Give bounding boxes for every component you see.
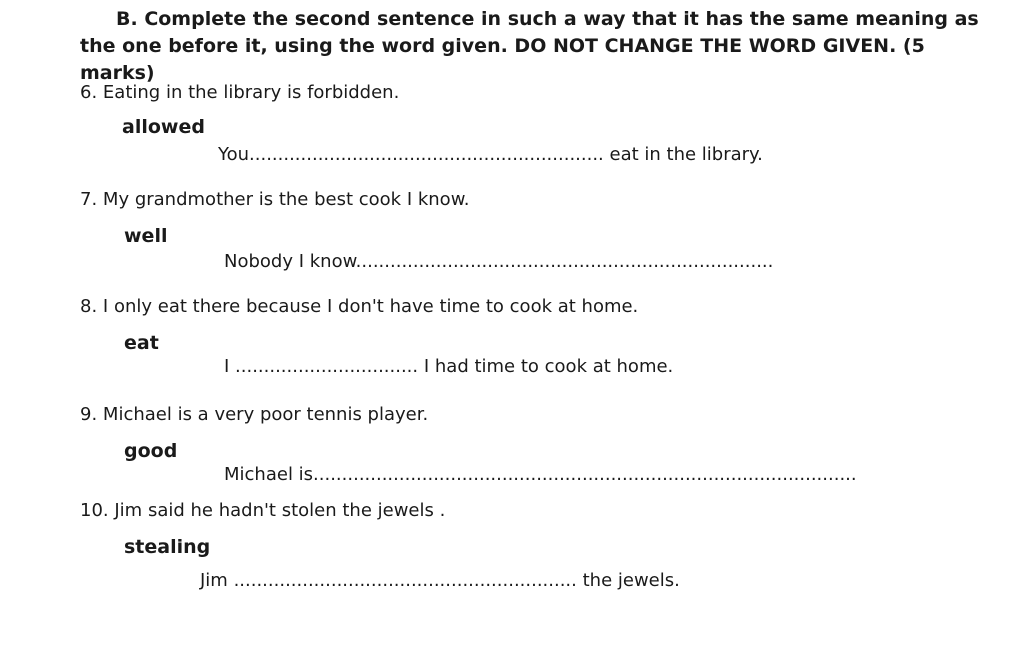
answer-line-9 bbox=[224, 464, 857, 485]
question-number: 10. bbox=[80, 500, 109, 521]
question-number: 7. bbox=[80, 189, 98, 210]
answer-blank[interactable]: ................................ bbox=[235, 356, 419, 377]
answer-before: Jim bbox=[200, 570, 234, 591]
keyword-6: allowed bbox=[122, 116, 205, 138]
question-7 bbox=[80, 189, 469, 210]
question-number: 9. bbox=[80, 404, 98, 425]
answer-line-7 bbox=[224, 251, 773, 272]
answer-blank[interactable]: ............................................................ bbox=[233, 570, 577, 591]
answer-before: You bbox=[218, 144, 250, 165]
question-9 bbox=[80, 404, 428, 425]
question-number: 6. bbox=[80, 82, 98, 103]
answer-blank[interactable]: ......................................................................... bbox=[355, 251, 774, 272]
question-sentence: I only eat there because I don't have time to cook at home. bbox=[102, 296, 639, 317]
answer-after: eat in the library. bbox=[603, 144, 763, 165]
question-8 bbox=[80, 296, 638, 317]
exercise-instruction: B. Complete the second sentence in such a way that it has the same meaning as the one before it, using the word given. DO NOT CHANGE THE WORD GIVEN. (5 marks) bbox=[80, 8, 979, 84]
answer-line-8 bbox=[224, 356, 673, 377]
keyword-8: eat bbox=[124, 332, 159, 354]
answer-before: I bbox=[224, 356, 236, 377]
question-sentence: Jim said he hadn't stolen the jewels . bbox=[114, 500, 446, 521]
answer-after: the jewels. bbox=[576, 570, 680, 591]
question-6 bbox=[80, 82, 399, 103]
keyword-9: good bbox=[124, 440, 178, 462]
answer-before: Michael is bbox=[224, 464, 314, 485]
question-10 bbox=[80, 500, 445, 521]
answer-before: Nobody I know bbox=[224, 251, 356, 272]
answer-blank[interactable]: .............................................................. bbox=[249, 144, 604, 165]
keyword-10: stealing bbox=[124, 536, 211, 558]
question-sentence: Eating in the library is forbidden. bbox=[102, 82, 400, 103]
keyword-7: well bbox=[124, 225, 168, 247]
answer-line-10 bbox=[200, 570, 680, 591]
question-sentence: My grandmother is the best cook I know. bbox=[102, 189, 470, 210]
answer-line-6 bbox=[218, 144, 763, 165]
question-sentence: Michael is a very poor tennis player. bbox=[102, 404, 429, 425]
answer-blank[interactable]: ............................................................................................... bbox=[313, 464, 857, 485]
answer-after: I had time to cook at home. bbox=[418, 356, 674, 377]
question-number: 8. bbox=[80, 296, 98, 317]
